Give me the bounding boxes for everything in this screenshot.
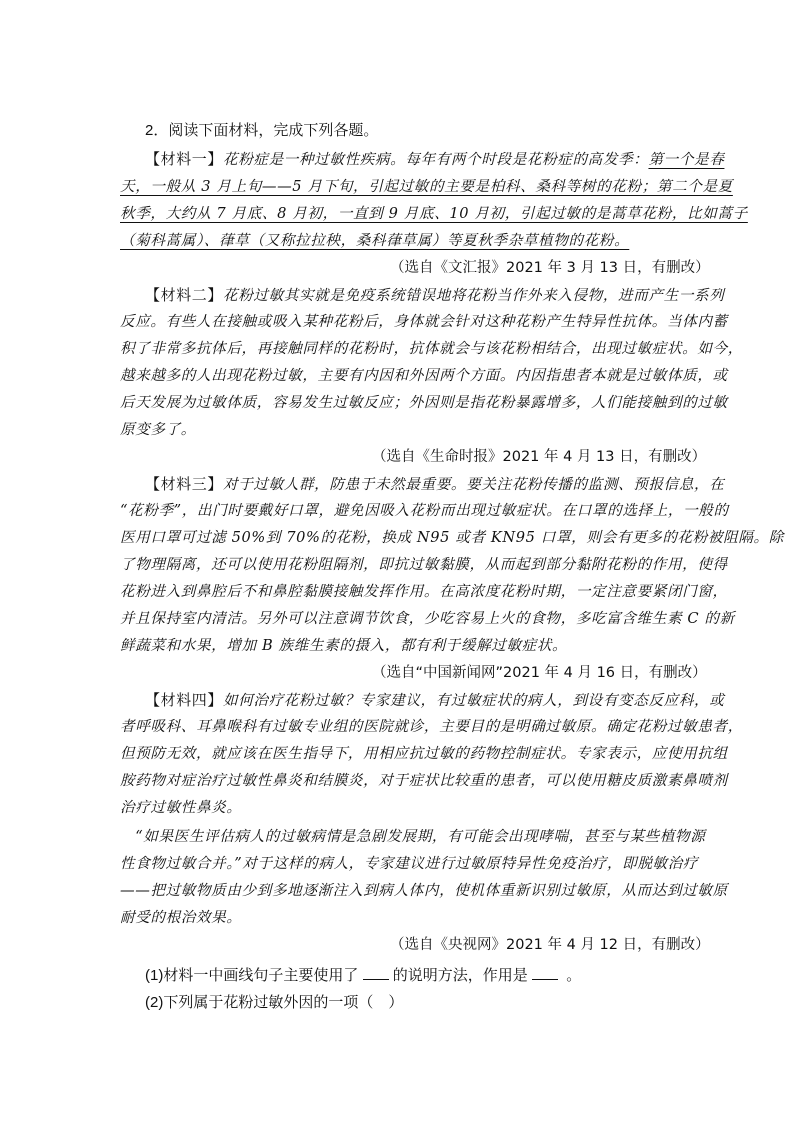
answer-blank-1[interactable] <box>363 964 389 980</box>
material2-label: 【材料二】 <box>145 286 224 304</box>
material1-line1-text: 花粉症是一种过敏性疾病。每年有两个时段是花粉症的高发季： <box>223 151 649 168</box>
material3-line7: 鲜蔬菜和水果，增加 B 族维生素的摄入，都有利于缓解过敏症状。 <box>120 637 568 654</box>
material3-line4: 了物理隔离，还可以使用花粉阻隔剂，即抗过敏黏膜，从而起到部分黏附花粉的作用，使得 <box>120 556 728 573</box>
material2-line1 <box>145 284 724 306</box>
material4-line6: “如果医生评估病人的过敏病情是急剧发展期，有可能会出现哮喘，甚至与某些植物源 <box>120 828 706 845</box>
material3-source: （选自“中国新闻网”2021 年 4 月 16 日，有删改） <box>372 665 707 681</box>
sub-question-1-text-2: 的说明方法，作用是 <box>392 967 528 984</box>
sub-question-2: (2)下列属于花粉过敏外因的一项（ ） <box>145 994 404 1011</box>
material3-line2: “花粉季”，出门时要戴好口罩，避免因吸入花粉而出现过敏症状。在口罩的选择上，一般的 <box>120 502 729 519</box>
material4-line4: 胺药物对症治疗过敏性鼻炎和结膜炎，对于症状比较重的患者，可以使用糖皮质激素鼻喷剂 <box>120 772 728 789</box>
material4-line5: 治疗过敏性鼻炎。 <box>120 799 242 816</box>
material4-line7: 性食物过敏合并。”对于这样的病人，专家建议进行过敏原特异性免疫治疗，即脱敏治疗 <box>120 855 699 872</box>
material4-line3: 但预防无效，就应该在医生指导下，用相应抗过敏的药物控制症状。专家表示，应使用抗组 <box>120 745 728 762</box>
material4-line1-text: 如何治疗花粉过敏？专家建议，有过敏症状的病人，到设有变态反应科，或 <box>223 692 725 709</box>
material3-line1 <box>145 473 724 495</box>
sub-question-1 <box>145 964 581 986</box>
material2-line6: 原变多了。 <box>120 421 196 438</box>
material2-line1-text: 花粉过敏其实就是免疫系统错误地将花粉当作外来入侵物，进而产生一系列 <box>223 287 725 304</box>
material4-line9: 耐受的根治效果。 <box>120 909 242 926</box>
material1-source: （选自《文汇报》2021 年 3 月 13 日，有删改） <box>390 260 710 276</box>
material4-source: （选自《央视网》2021 年 4 月 12 日，有删改） <box>390 937 710 953</box>
sub-question-1-text: (1)材料一中画线句子主要使用了 <box>145 967 359 984</box>
material4-label: 【材料四】 <box>145 691 224 709</box>
material3-line6: 并且保持室内清洁。另外可以注意调节饮食，少吃容易上火的食物，多吃富含维生素 C 的新 <box>120 610 735 627</box>
material3-line5: 花粉进入到鼻腔后不和鼻腔黏膜接触发挥作用。在高浓度花粉时期，一定注意要紧闭门窗， <box>120 583 728 600</box>
material4-line2: 者呼吸科、耳鼻喉科有过敏专业组的医院就诊，主要目的是明确过敏原。确定花粉过敏患者， <box>120 718 743 735</box>
material4-line1 <box>145 689 724 711</box>
material3-line1-text: 对于过敏人群，防患于未然最重要。要关注花粉传播的监测、预报信息，在 <box>223 476 725 493</box>
material1-line3: 秋季，大约从 7 月底、8 月初，一直到 9 月底、10 月初，引起过敏的是蒿草花粉，比如蒿子 <box>120 205 748 222</box>
material2-line4: 越来越多的人出现花粉过敏，主要有内因和外因两个方面。内因指患者本就是过敏体质，或 <box>120 367 728 384</box>
material2-source: （选自《生命时报》2021 年 4 月 13 日，有删改） <box>372 449 707 465</box>
answer-blank-2[interactable] <box>532 964 558 980</box>
material3-label: 【材料三】 <box>145 475 224 493</box>
material2-line5: 后天发展为过敏体质，容易发生过敏反应；外因则是指花粉暴露增多，人们能接触到的过敏 <box>120 394 728 411</box>
material1-label: 【材料一】 <box>145 150 224 168</box>
material1-underlined-sentence: 第一个是春 <box>648 151 725 168</box>
question-intro: 2．阅读下面材料，完成下列各题。 <box>145 122 379 139</box>
material2-line3: 积了非常多抗体后，再接触同样的花粉时，抗体就会与该花粉相结合，出现过敏症状。如今， <box>120 340 743 357</box>
material3-line3: 医用口罩可过滤 50%到 70%的花粉，换成 N95 或者 KN95 口罩，则会有更多的花粉被阻隔。除 <box>120 529 784 546</box>
material1-line1 <box>145 148 724 170</box>
material4-line8: ——把过敏物质由少到多地逐渐注入到病人体内，使机体重新识别过敏原，从而达到过敏原 <box>120 882 728 899</box>
material1-line4: （菊科蒿属）、葎草（又称拉拉秧，桑科葎草属）等夏秋季杂草植物的花粉。 <box>120 232 630 249</box>
material1-line2: 天，一般从 3 月上旬——5 月下旬，引起过敏的主要是柏科、桑科等树的花粉；第二个是夏 <box>120 178 733 195</box>
material2-line2: 反应。有些人在接触或吸入某种花粉后，身体就会针对这种花粉产生特异性抗体。当体内蓄 <box>120 313 728 330</box>
sub-question-1-end: 。 <box>566 967 582 984</box>
